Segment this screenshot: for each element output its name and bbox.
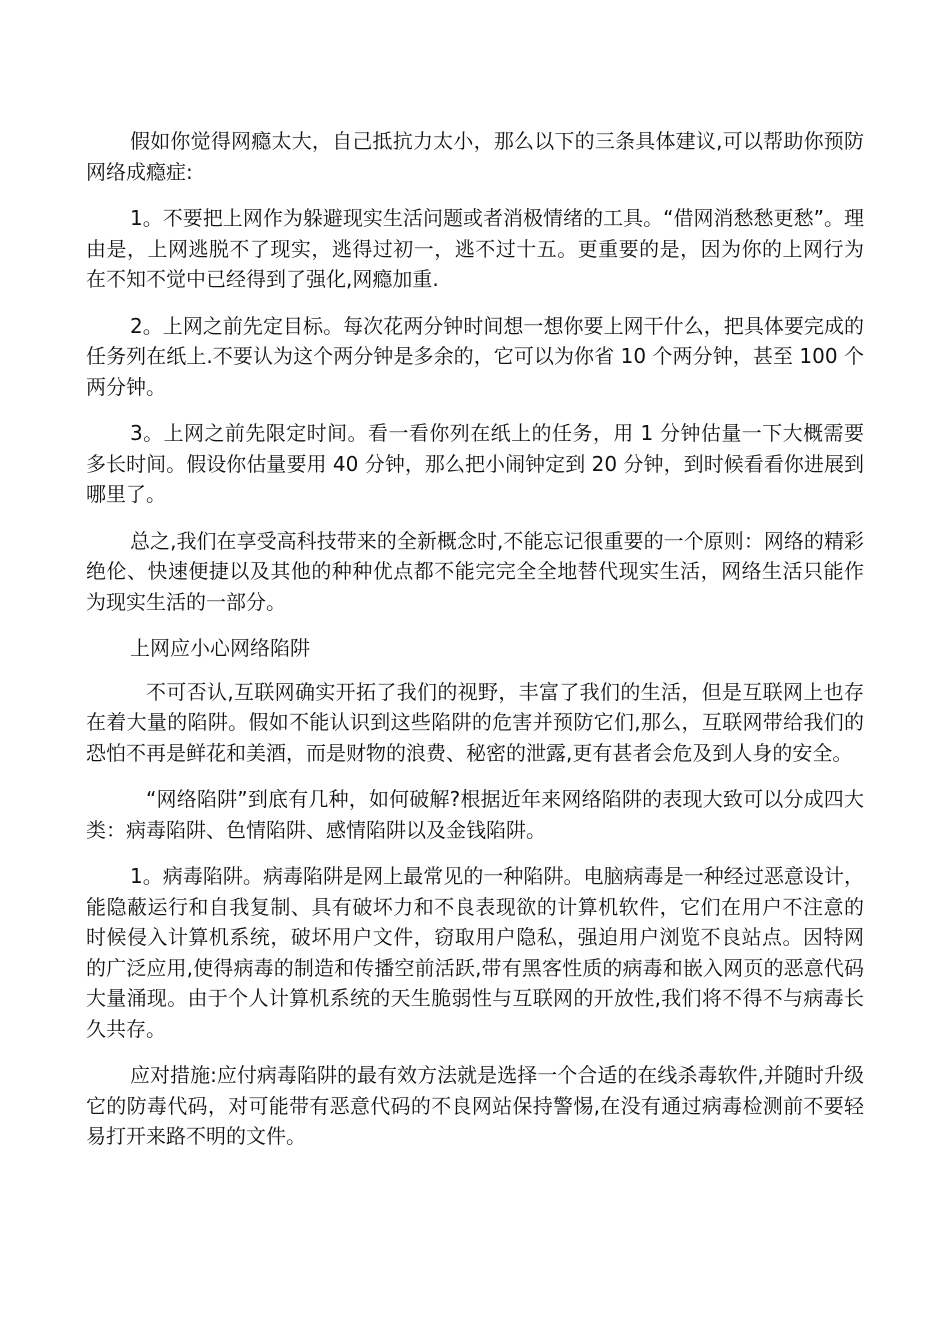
paragraph-trap-intro: 不可否认,互联网确实开拓了我们的视野，丰富了我们的生活，但是互联网上也存在着大量的陷阱。假如不能认识到这些陷阱的危害并预防它们,那么，互联网带给我们的恐怕不再是鲜花和美酒，而是财物的浪费、秘密的泄露,更有甚者会危及到人身的安全。: [86, 679, 864, 765]
paragraph-trap-types: “网络陷阱”到底有几种，如何破解?根据近年来网络陷阱的表现大致可以分成四大类：病毒陷阱、色情陷阱、感情陷阱以及金钱陷阱。: [86, 787, 864, 842]
document-body: [86, 126, 864, 1168]
paragraph-virus-trap: 1。病毒陷阱。病毒陷阱是网上最常见的一种陷阱。电脑病毒是一种经过恶意设计，能隐蔽运行和自我复制、具有破坏力和不良表现欲的计算机软件，它们在用户不注意的时候侵入计算机系统，破坏用户文件，窃取用户隐私，强迫用户浏览不良站点。因特网的广泛应用,使得病毒的制造和传播空前活跃,带有黑客性质的病毒和嵌入网页的恶意代码大量涌现。由于个人计算机系统的天生脆弱性与互联网的开放性,我们将不得不与病毒长久共存。: [86, 864, 864, 1041]
paragraph-intro: 假如你觉得网瘾太大，自己抵抗力太小，那么以下的三条具体建议,可以帮助你预防网络成瘾症:: [86, 129, 864, 184]
section-heading: 上网应小心网络陷阱: [130, 636, 310, 660]
paragraph-tip-2: 2。上网之前先定目标。每次花两分钟时间想一想你要上网干什么，把具体要完成的任务列在纸上.不要认为这个两分钟是多余的，它可以为你省 10 个两分钟，甚至 100 个两分钟。: [86, 313, 864, 399]
paragraph-summary: 总之,我们在享受高科技带来的全新概念时,不能忘记很重要的一个原则：网络的精彩绝伦、快速便捷以及其他的种种优点都不能完完全全地替代现实生活，网络生活只能作为现实生活的一部分。: [86, 528, 864, 614]
paragraph-tip-1: 1。不要把上网作为躲避现实生活问题或者消极情绪的工具。“借网消愁愁更愁”。理由是，上网逃脱不了现实，逃得过初一，逃不过十五。更重要的是，因为你的上网行为在不知不觉中已经得到了强化,网瘾加重.: [86, 206, 864, 291]
paragraph-countermeasure: 应对措施:应付病毒陷阱的最有效方法就是选择一个合适的在线杀毒软件,并随时升级它的防毒代码，对可能带有恶意代码的不良网站保持警惕,在没有通过病毒检测前不要轻易打开来路不明的文件。: [86, 1063, 864, 1148]
paragraph-tip-3: 3。上网之前先限定时间。看一看你列在纸上的任务，用 1 分钟估量一下大概需要多长时间。假设你估量要用 40 分钟，那么把小闹钟定到 20 分钟，到时候看看你进展到哪里了。: [86, 421, 864, 506]
